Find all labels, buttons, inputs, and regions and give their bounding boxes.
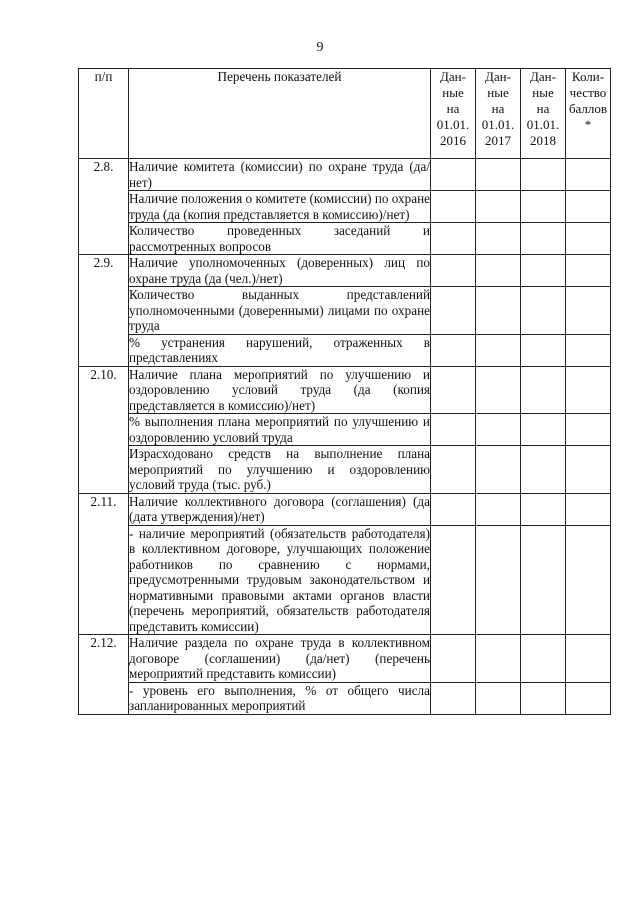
score-cell: [566, 366, 611, 414]
header-year-2018: Дан- ные на 01.01. 2018: [521, 69, 566, 159]
value-2017-cell: [476, 635, 521, 683]
indicator-text: Наличие плана мероприятий по улучшению и оздоровлению условий труда (да (копия представляется в комиссию)/нет): [129, 366, 430, 413]
table-row: [79, 414, 611, 446]
score-cell: [566, 682, 611, 714]
value-2017-cell: [476, 334, 521, 366]
score-cell: [566, 414, 611, 446]
header-row: [79, 69, 611, 159]
value-2017-cell: [476, 191, 521, 223]
value-2017-cell: [476, 366, 521, 414]
score-cell: [566, 334, 611, 366]
value-2017-cell: [476, 159, 521, 191]
value-2016-cell: [431, 682, 476, 714]
item-number: 2.10.: [79, 366, 129, 493]
header-score: Коли- чество баллов *: [566, 69, 611, 159]
item-number: 2.8.: [79, 159, 129, 255]
value-2016-cell: [431, 334, 476, 366]
indicator-text: Наличие уполномоченных (доверенных) лиц по охране труда (да (чел.)/нет): [129, 255, 430, 286]
value-2017-cell: [476, 446, 521, 494]
indicator-text: - уровень его выполнения, % от общего числа запланированных мероприятий: [129, 682, 430, 713]
table-row: [79, 635, 611, 683]
value-2018-cell: [521, 682, 566, 714]
indicator-text: Наличие комитета (комиссии) по охране труда (да/нет): [129, 159, 430, 190]
score-cell: [566, 159, 611, 191]
value-2016-cell: [431, 525, 476, 635]
table-row: [79, 255, 611, 287]
value-2016-cell: [431, 287, 476, 335]
header-num: п/п: [79, 69, 129, 159]
value-2016-cell: [431, 635, 476, 683]
indicator-text: Наличие коллективного договора (соглашения) (да (дата утверждения)/нет): [129, 493, 430, 524]
value-2018-cell: [521, 223, 566, 255]
page-number: 9: [316, 40, 324, 55]
value-2016-cell: [431, 366, 476, 414]
score-cell: [566, 255, 611, 287]
value-2018-cell: [521, 525, 566, 635]
value-2018-cell: [521, 414, 566, 446]
score-cell: [566, 223, 611, 255]
value-2018-cell: [521, 493, 566, 525]
value-2018-cell: [521, 255, 566, 287]
table-row: [79, 223, 611, 255]
value-2017-cell: [476, 493, 521, 525]
value-2017-cell: [476, 682, 521, 714]
value-2016-cell: [431, 414, 476, 446]
score-cell: [566, 635, 611, 683]
indicator-text: Количество выданных представлений уполномоченными (доверенными) лицами по охране труда: [129, 287, 430, 333]
item-number: 2.12.: [79, 635, 129, 715]
value-2016-cell: [431, 159, 476, 191]
value-2018-cell: [521, 446, 566, 494]
header-year-2016: Дан- ные на 01.01. 2016: [431, 69, 476, 159]
table-row: [79, 682, 611, 714]
value-2018-cell: [521, 287, 566, 335]
value-2017-cell: [476, 287, 521, 335]
indicator-text: % устранения нарушений, отраженных в представлениях: [129, 334, 430, 365]
value-2018-cell: [521, 334, 566, 366]
value-2018-cell: [521, 366, 566, 414]
table-row: [79, 525, 611, 635]
value-2017-cell: [476, 255, 521, 287]
value-2017-cell: [476, 525, 521, 635]
header-year-2017: Дан- ные на 01.01. 2017: [476, 69, 521, 159]
item-number: 2.9.: [79, 255, 129, 367]
value-2016-cell: [431, 446, 476, 494]
value-2018-cell: [521, 159, 566, 191]
value-2018-cell: [521, 191, 566, 223]
indicator-text: Количество проведенных заседаний и рассмотренных вопросов: [129, 223, 430, 254]
score-cell: [566, 191, 611, 223]
score-cell: [566, 446, 611, 494]
header-indicators: Перечень показателей: [129, 69, 431, 159]
table-row: [79, 366, 611, 414]
table-row: [79, 191, 611, 223]
table-row: [79, 287, 611, 335]
table-row: [79, 493, 611, 525]
score-cell: [566, 493, 611, 525]
value-2016-cell: [431, 493, 476, 525]
indicator-text: Израсходовано средств на выполнение плана мероприятий по улучшению и оздоровлению условий труда (тыс. руб.): [129, 446, 430, 492]
table-row: [79, 159, 611, 191]
indicator-text: Наличие положения о комитете (комиссии) по охране труда (да (копия представляется в комиссию)/нет): [129, 191, 431, 222]
indicator-text: - наличие мероприятий (обязательств работодателя) в коллективном договоре, улучшающих положение работников по сравнению с нормами, предусмотренными трудовым законодательством и нормативными правовыми актами органов власти (перечень мероприятий, обязательств работодателя представить комиссии): [129, 525, 430, 634]
indicator-text: % выполнения плана мероприятий по улучшению и оздоровлению условий труда: [129, 414, 430, 445]
indicator-text: Наличие раздела по охране труда в коллективном договоре (соглашении) (да/нет) (перечень мероприятий представить комиссии): [129, 635, 430, 681]
indicators-table: [78, 68, 611, 715]
item-number: 2.11.: [79, 493, 129, 635]
score-cell: [566, 287, 611, 335]
table-row: [79, 446, 611, 494]
value-2016-cell: [431, 255, 476, 287]
value-2016-cell: [431, 191, 476, 223]
value-2017-cell: [476, 223, 521, 255]
table-row: [79, 334, 611, 366]
score-cell: [566, 525, 611, 635]
value-2016-cell: [431, 223, 476, 255]
value-2017-cell: [476, 414, 521, 446]
value-2018-cell: [521, 635, 566, 683]
